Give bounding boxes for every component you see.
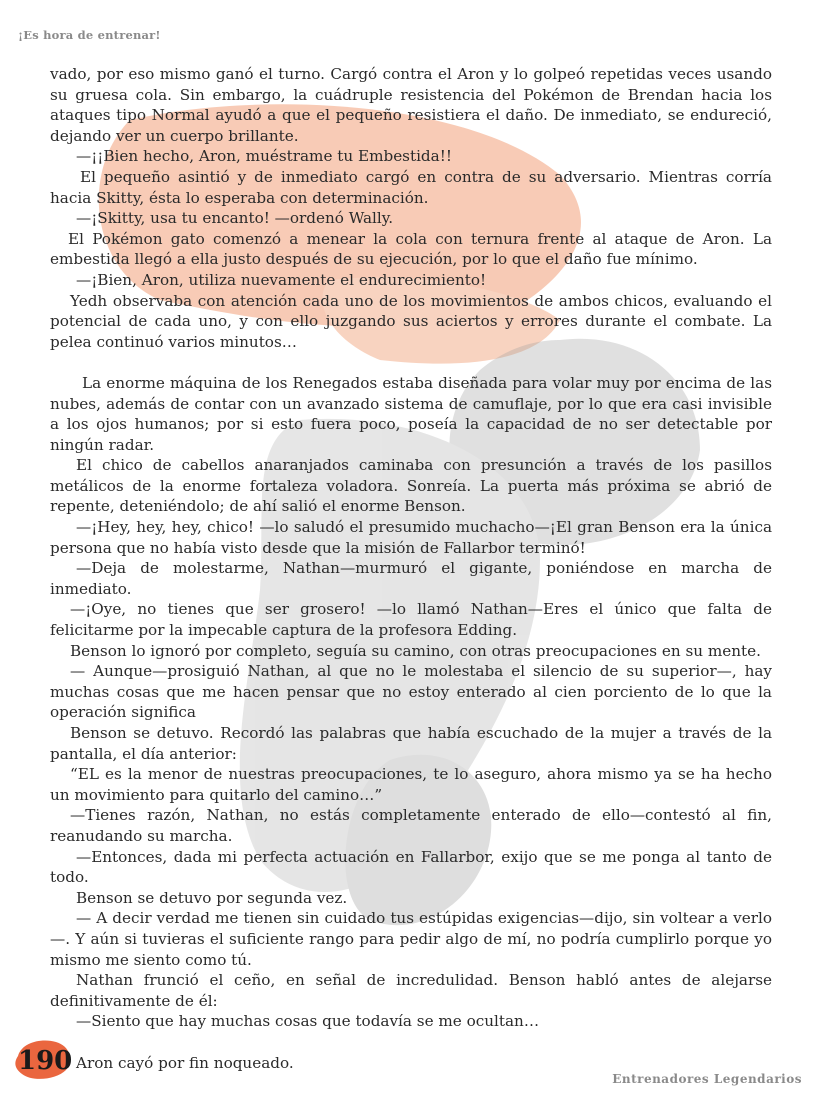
paragraph: —Deja de molestarme, Nathan—murmuró el gigante, poniéndose en marcha de inmediato. (50, 559, 772, 598)
paragraph: Benson lo ignoró por completo, seguía su camino, con otras preocupaciones en su mente. (70, 641, 761, 660)
paragraph: — Aunque—prosiguió Nathan, al que no le molestaba el silencio de su superior—, hay muchas cosas que me hacen pensar que no estoy enterado al cien porciento de lo que la operación significa (50, 662, 772, 722)
running-title: ¡Es hora de entrenar! (18, 28, 161, 42)
paragraph: —¡Skitty, usa tu encanto! —ordenó Wally. (76, 209, 394, 228)
section-break (50, 352, 772, 373)
body-text (50, 64, 772, 1073)
paragraph: —¡Oye, no tienes que ser grosero! —lo llamó Nathan—Eres el único que falta de felicitarme por la impecable captura de la profesora Edding. (50, 600, 772, 640)
paragraph: “EL es la menor de nuestras preocupaciones, te lo aseguro, ahora mismo ya se ha hecho un movimiento para quitarlo del camino…” (50, 765, 772, 804)
paragraph: Benson se detuvo. Recordó las palabras que había escuchado de la mujer a través de la pantalla, el día anterior: (50, 724, 772, 763)
paragraph: Nathan frunció el ceño, en señal de incredulidad. Benson habló antes de alejarse definitivamente de él: (50, 971, 772, 1010)
paragraph: Aron cayó por fin noqueado. (76, 1053, 294, 1072)
paragraph: El Pokémon gato comenzó a menear la cola con ternura frente al ataque de Aron. La embestida llegó a ella justo después de su ejecución, por lo que el daño fue mínimo. (50, 229, 772, 269)
section-break (50, 1032, 772, 1053)
paragraph: La enorme máquina de los Renegados estaba diseñada para volar muy por encima de las nubes, además de contar con un avanzado sistema de camuflaje, por lo que era casi invisible a los ojos humanos; por si esto fuera poco, poseía la capacidad de no ser detectable por ningún radar. (50, 373, 772, 454)
paragraph: —¡Hey, hey, hey, chico! —lo saludó el presumido muchacho—¡El gran Benson era la única persona que no había visto desde que la misión de Fallarbor terminó! (50, 518, 772, 557)
paragraph: —¡Bien, Aron, utiliza nuevamente el endurecimiento! (76, 270, 487, 289)
paragraph: —Entonces, dada mi perfecta actuación en Fallarbor, exijo que se me ponga al tanto de todo. (50, 847, 772, 887)
page-number: 190 (18, 1046, 73, 1076)
paragraph: —Siento que hay muchas cosas que todavía se me ocultan… (76, 1012, 540, 1031)
paragraph: Benson se detuvo por segunda vez. (76, 888, 348, 907)
paragraph: vado, por eso mismo ganó el turno. Cargó contra el Aron y lo golpeó repetidas veces usando su gruesa cola. Sin embargo, la cuádruple resistencia del Pokémon de Brendan hacia los ataques tipo Normal ayudó a que el pequeño resistiera el daño. De inmediato, se endureció, dejando ver un cuerpo brillante. (50, 65, 772, 145)
paragraph: El chico de cabellos anaranjados caminaba con presunción a través de los pasillos metálicos de la enorme fortaleza voladora. Sonreía. La puerta más próxima se abrió de repente, deteniéndolo; de ahí salió el enorme Benson. (50, 456, 772, 516)
paragraph: El pequeño asintió y de inmediato cargó en contra de su adversario. Mientras corría hacia Skitty, ésta lo esperaba con determinación. (50, 167, 772, 207)
paragraph: —Tienes razón, Nathan, no estás completamente enterado de ello—contestó al fin, reanudando su marcha. (50, 806, 772, 845)
paragraph: Yedh observaba con atención cada uno de los movimientos de ambos chicos, evaluando el potencial de cada uno, y con ello juzgando sus aciertos y errores durante el combate. La pelea continuó varios minutos… (50, 291, 772, 351)
paragraph: — A decir verdad me tienen sin cuidado tus estúpidas exigencias—dijo, sin voltear a verlo—. Y aún si tuvieras el suficiente rango para pedir algo de mí, no podría cumplirlo porque yo mismo me siento como tú. (50, 909, 772, 969)
book-title: Entrenadores Legendarios (612, 1072, 802, 1086)
paragraph: —¡¡Bien hecho, Aron, muéstrame tu Embestida!! (76, 147, 452, 166)
